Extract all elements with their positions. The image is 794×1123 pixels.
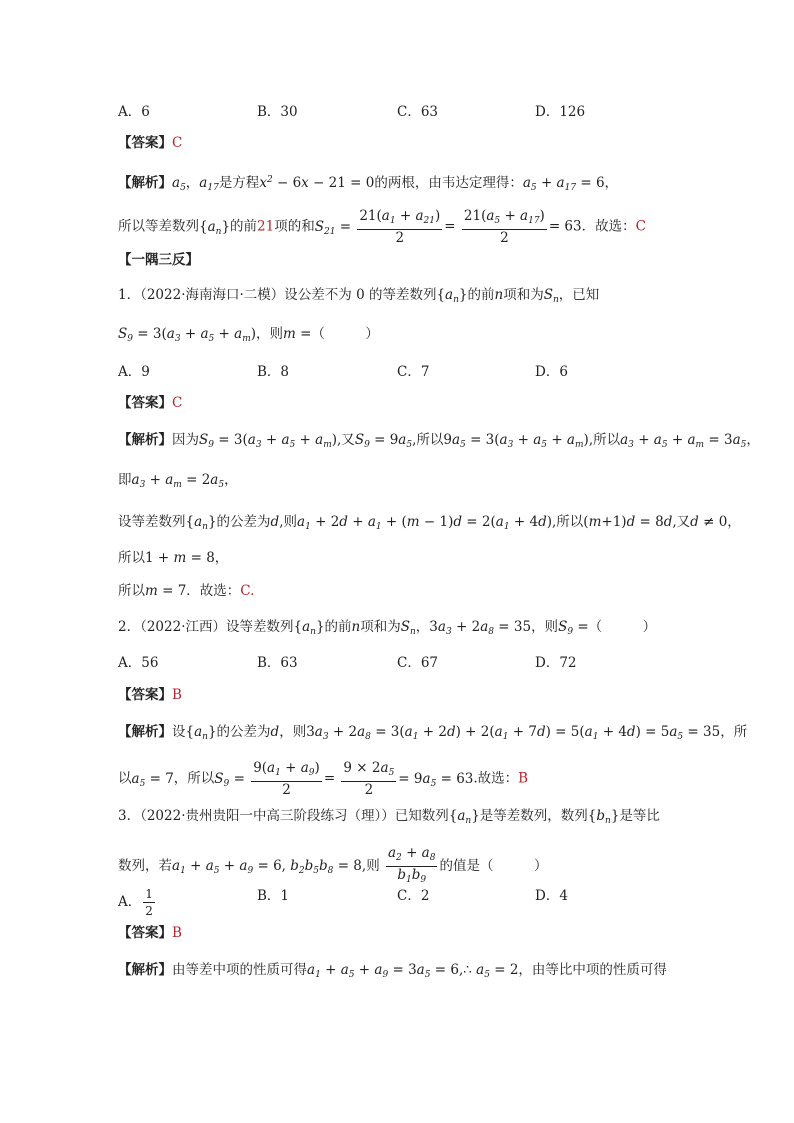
q1-option-a: A．9	[118, 364, 150, 380]
text: A．	[118, 894, 142, 910]
text: 2．（2022·江西）设等差数列	[118, 619, 294, 635]
q3-stem-line-1: 3．（2022·贵州贵阳一中高三阶段练习（理））已知数列$\{a_n\}$是等差数列，数列$\{b_n\}$是等比	[118, 808, 660, 826]
answer-choice: B	[172, 687, 182, 703]
answer-tag: 【答案】	[118, 395, 172, 411]
text: 数列，若	[118, 858, 172, 874]
text: 项的和	[274, 218, 315, 235]
analysis-tag: 【解析】	[118, 962, 172, 978]
text: 3．（2022·贵州贵阳一中高三阶段练习（理））已知数列	[118, 808, 449, 824]
q0-analysis-line-1: 【解析】$a_5$，$a_{17}$是方程$x^2 - 6x - 21 = 0$的两根，由韦达定理得：$a_5 + a_{17} = 6$，	[118, 175, 619, 193]
text: 即	[118, 472, 132, 488]
text: 设等差数列	[118, 514, 186, 530]
text: ．故选：	[186, 583, 241, 599]
q1-answer	[118, 393, 182, 413]
text: 是方程	[218, 175, 260, 191]
text: 项和为	[503, 287, 544, 303]
q0-analysis-line-2: 所以等差数列$\{a_n\}$的前21项的和$S_{21}$ = $\frac{21(a_1 + a_{21})}{2}$ = $\frac{21(a_5 + a_{17})}{2}$ = 63．故选：C	[118, 208, 646, 246]
q0-option-d: D．126	[535, 104, 586, 120]
q2-stem: 2．（2022·江西）设等差数列$\{a_n\}$的前n项和为$S_n$，$3a_3 + 2a_8 = 35$，则$S_9$ =（ ）	[118, 619, 657, 637]
choice: C	[635, 218, 646, 235]
answer-choice: B	[172, 925, 182, 941]
text: ，则	[531, 619, 559, 635]
text: 的前	[230, 218, 258, 235]
q1-option-d: D．6	[535, 364, 568, 380]
q2-analysis-line-2: 以$a_5 = 7$，所以$S_9$ = $\frac{9(a_1 + a_9)}{2}$ = $\frac{9 \times 2a_5}{2}$ = $9a_5 = 63$.故选：B	[118, 760, 529, 798]
q2-option-d: D．72	[535, 655, 577, 671]
text: .故选：	[473, 770, 519, 787]
q2-option-a: A．56	[118, 655, 159, 671]
q3-answer	[118, 923, 182, 943]
text: ,所以	[588, 432, 621, 448]
answer-tag: 【答案】	[118, 925, 172, 941]
q1-analysis-line-1: 【解析】因为$S_9 = 3(a_3 + a_5 + a_m)$,又$S_9 = 9a_5$,所以$9a_5 = 3(a_3 + a_5 + a_m)$,所以$a_3 + a_5 + a_m = 3a_5$，	[118, 432, 760, 450]
text: ,又	[672, 514, 691, 530]
analysis-tag: 【解析】	[118, 724, 172, 740]
denominator: 2	[145, 904, 153, 918]
text: 所以	[118, 550, 145, 566]
q3-stem-line-2: 数列，若$a_1 + a_5 + a_9 = 6$, $b_2b_5b_8 = 8$,则 $\frac{a_2 + a_8}{b_1b_9}$ 的值是（ ）	[118, 845, 548, 885]
text: 以	[118, 770, 132, 787]
q3-option-d: D．4	[535, 888, 568, 904]
number: 21	[257, 218, 275, 235]
text: 的公差为	[216, 724, 271, 740]
text: ，则	[256, 326, 284, 342]
q0-option-a: A．6	[118, 104, 150, 120]
text: ，所	[720, 724, 748, 740]
q0-answer	[118, 133, 182, 153]
text: （ ）	[311, 326, 379, 342]
text: 的前	[467, 287, 495, 303]
text: 的公差为	[216, 514, 271, 530]
q1-analysis-line-3: 设等差数列$\{a_n\}$的公差为d,则$a_1 + 2d + a_1 + (m - 1)d = 2(a_1 + 4d)$,所以(m+1)d = 8d,又d ≠ 0，	[118, 514, 741, 532]
text: ,则	[279, 514, 297, 530]
text: ，由等比中项的性质可得	[518, 962, 667, 978]
q3-option-c: C．2	[397, 888, 430, 904]
answer-tag: 【答案】	[118, 135, 172, 151]
text: （ ）	[588, 619, 657, 635]
text: 因为	[172, 432, 199, 448]
q1-analysis-line-2: 即$a_3 + a_m = 2a_5$，	[118, 472, 238, 490]
q1-option-c: C．7	[397, 364, 430, 380]
text: 是等差数列，数列	[479, 808, 588, 824]
text: ,又	[337, 432, 355, 448]
text: ，则	[279, 724, 307, 740]
text: 设	[172, 724, 186, 740]
section-title: 【一隅三反】	[118, 252, 199, 268]
answer-tag: 【答案】	[118, 687, 172, 703]
q3-option-a	[118, 886, 157, 919]
text: 则	[366, 858, 380, 874]
q0-option-b: B．30	[257, 104, 298, 120]
answer-choice: C	[172, 135, 183, 151]
text: ，已知	[558, 287, 600, 303]
text: 1．（2022·海南海口·二模）设公差不为 0 的等差数列	[118, 287, 437, 303]
text: 是等比	[619, 808, 660, 824]
q1-stem-line-2: $S_9 = 3(a_3 + a_5 + a_m)$，则m =（ ）	[118, 326, 379, 344]
q3-analysis-line-1: 【解析】由等差中项的性质可得$a_1 + a_5 + a_9 = 3a_5$ = 6,∴ $a_5 = 2$，由等比中项的性质可得	[118, 962, 667, 980]
analysis-tag: 【解析】	[118, 175, 172, 191]
q3-option-b: B．1	[257, 888, 290, 904]
q2-option-c: C．67	[397, 655, 439, 671]
q1-stem-line-1: 1．（2022·海南海口·二模）设公差不为 0 的等差数列$\{a_n\}$的前n项和为$S_n$，已知	[118, 287, 600, 305]
q0-option-c: C．63	[397, 104, 439, 120]
text: 所以等差数列	[118, 218, 199, 235]
text: 所以	[118, 583, 145, 599]
q1-option-b: B．8	[257, 364, 290, 380]
q1-analysis-line-4: 所以1 + m = 8，	[118, 550, 229, 566]
q1-analysis-line-5: 所以m = 7．故选：C.	[118, 583, 255, 599]
q2-answer	[118, 685, 182, 705]
choice: B	[518, 770, 529, 787]
text: 的两根，由韦达定理得：	[374, 175, 523, 191]
text: 的值是（ ）	[439, 858, 548, 874]
analysis-tag: 【解析】	[118, 432, 172, 448]
text: 项和为	[360, 619, 401, 635]
q2-option-b: B．63	[257, 655, 298, 671]
text: ,所以	[552, 514, 584, 530]
text: ,所以	[412, 432, 444, 448]
text: 的前	[324, 619, 352, 635]
numerator: 1	[145, 887, 153, 901]
choice: C.	[240, 583, 255, 599]
answer-choice: C	[172, 395, 183, 411]
q2-analysis-line-1: 【解析】设$\{a_n\}$的公差为d，则$3a_3 + 2a_8 = 3(a_1 + 2d) + 2(a_1 + 7d) = 5(a_1 + 4d) = 5a_5 = 35$，所	[118, 724, 748, 742]
text: ．故选：	[581, 218, 636, 235]
text: ，所以	[173, 770, 215, 787]
text: 由等差中项的性质可得	[172, 962, 307, 978]
